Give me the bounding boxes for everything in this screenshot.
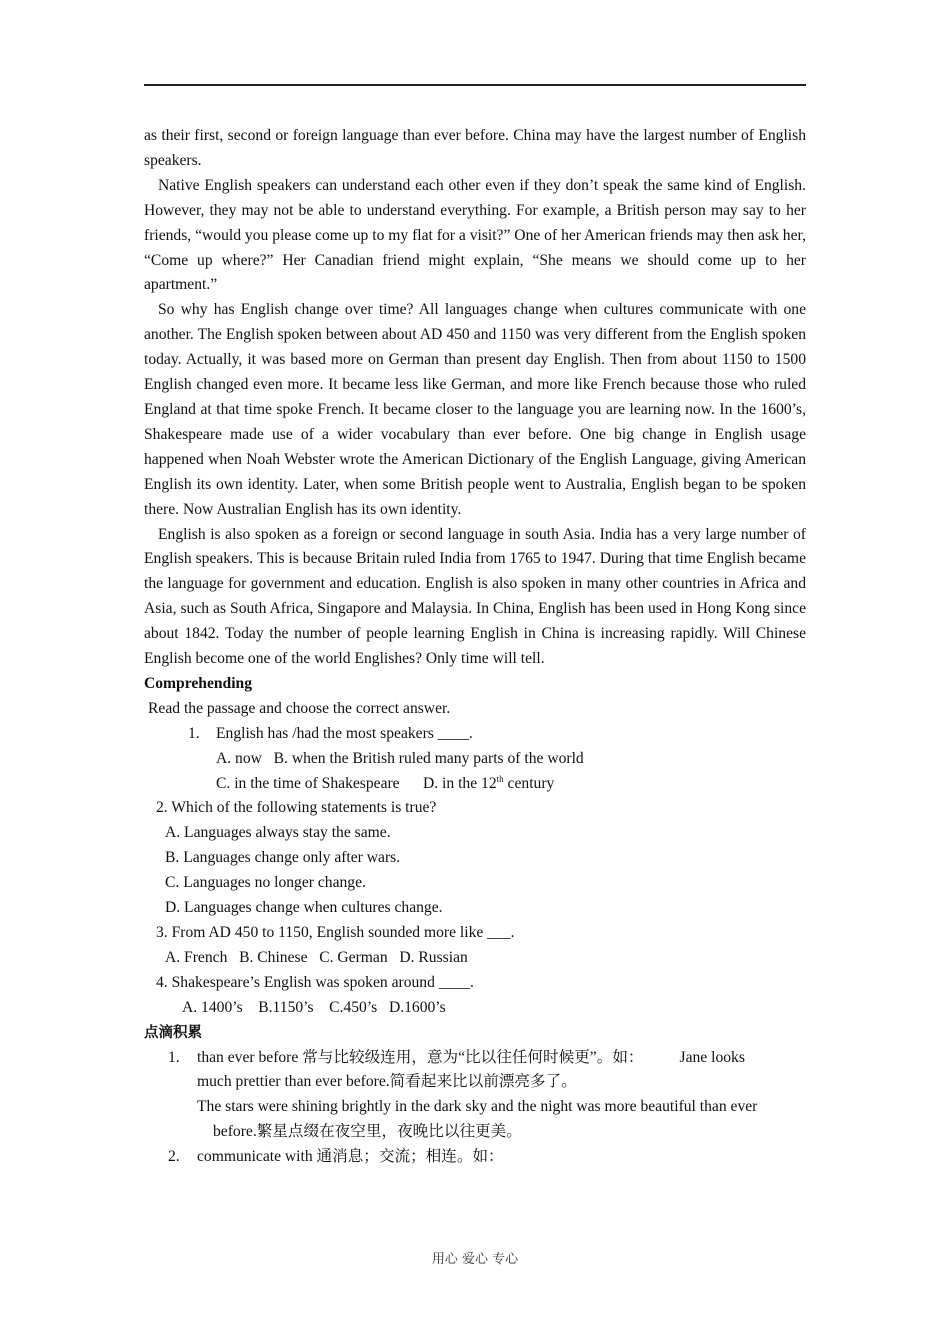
question-4-options [144,996,806,1021]
passage-paragraph-4: English is also spoken as a foreign or second language in south Asia. India has a very large number of English speakers. This is because Britain ruled India from 1765 to 1947. During that time English became the language for government and education. English is also spoken in many other countries in Africa and Asia, such as South Africa, Singapore and Malaysia. In China, English has been used in Hong Kong since about 1842. Today the number of people learning English in China is increasing rapidly. Will Chinese English become one of the world Englishes? Only time will tell. [144,525,806,668]
note-1-line-2: much prettier than ever before.简看起来比以前漂亮多了。 [197,1073,577,1091]
question-2-option-a: A. Languages always stay the same. [165,824,391,842]
page-content [144,124,806,1170]
note-2-text: communicate with 通消息；交流；相连。如： [197,1148,504,1166]
passage-paragraph-1: as their first, second or foreign language than ever before. China may have the largest number of English speakers. [144,127,806,169]
comprehending-heading: Comprehending [144,674,253,692]
question-3-option-b: B. Chinese [239,948,308,966]
question-4-option-d: D.1600’s [388,998,446,1016]
comprehending-instruction: Read the passage and choose the correct answer. [148,699,451,717]
note-item-2 [144,1145,806,1170]
question-1-option-b: B. when the British ruled many parts of the world [273,749,584,767]
question-1-options-row-1 [144,747,806,772]
question-1 [144,722,806,747]
question-1-options-row-2 [144,772,806,797]
note-1-line-1: than ever before 常与比较级连用，意为“比以往任何时候更”。如： Jane looks [197,1048,745,1066]
note-1-line-4: before.繁星点缀在夜空里，夜晚比以往更美。 [213,1123,522,1141]
question-1-option-d: D. in the 12th century [423,773,555,792]
note-1-number: 1. [168,1048,180,1066]
question-2-option-d: D. Languages change when cultures change. [165,899,443,917]
question-4-option-c: C.450’s [329,998,378,1016]
question-3-options [144,946,806,971]
superscript-th: th [496,773,504,784]
question-1-text: English has /had the most speakers ____. [216,724,473,742]
question-4-option-a: A. 1400’s [182,998,243,1016]
question-2-option-b: B. Languages change only after wars. [165,849,401,867]
question-4: 4. Shakespeare’s English was spoken around ____. [156,973,474,991]
question-3-option-c: C. German [319,948,388,966]
question-1-option-c: C. in the time of Shakespeare [216,774,400,792]
question-2-option-c: C. Languages no longer change. [165,874,366,892]
question-2: 2. Which of the following statements is true? [156,799,437,817]
question-1-option-a: A. now [216,749,262,767]
note-item-1 [144,1046,806,1071]
passage-paragraph-2: Native English speakers can understand each other even if they don’t speak the same kind of English. However, they may not be able to understand everything. For example, a British person may say to her friends, “would you please come up to my flat for a visit?” One of her American friends may then ask her, “Come up where?” Her Canadian friend might explain, “She means we should come up to her apartment.” [144,176,806,294]
question-3-option-d: D. Russian [399,948,468,966]
question-3-option-a: A. French [165,948,228,966]
note-1-line-3: The stars were shining brightly in the dark sky and the night was more beautiful than ever [197,1098,758,1116]
passage-paragraph-3: So why has English change over time? All languages change when cultures communicate with one another. The English spoken between about AD 450 and 1150 was very different from the English spoken today. Actually, it was based more on German than present day English. Then from about 1150 to 1500 English changed even more. It became less like German, and more like French because those who ruled England at that time spoke French. It became closer to the language you are learning now. In the 1600’s, Shakespeare made use of a wider vocabulary than ever before. One big change in English usage happened when Noah Webster wrote the American Dictionary of the English Language, giving American English its own identity. Later, when some British people went to Australia, English began to be spoken there. Now Australian English has its own identity. [144,301,806,518]
notes-heading: 点滴积累 [144,1024,202,1041]
question-3: 3. From AD 450 to 1150, English sounded more like ___. [156,924,515,941]
question-4-option-b: B.1150’s [258,998,314,1016]
page-footer: 用心 爱心 专心 [431,1252,519,1267]
question-1-number: 1. [188,724,200,742]
note-2-number: 2. [168,1148,180,1166]
header-rule [144,84,806,86]
